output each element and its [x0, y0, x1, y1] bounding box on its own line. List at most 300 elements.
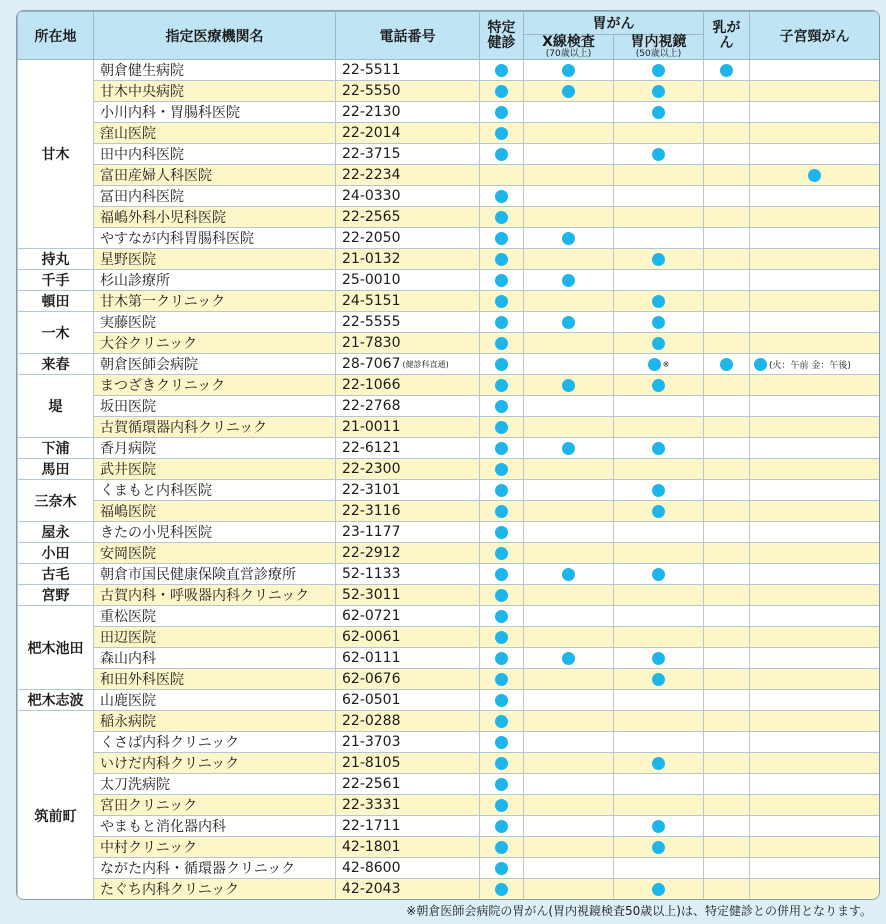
phone-number: 22-5511 [342, 62, 401, 78]
location-cell: 宮野 [18, 585, 94, 606]
cervical-cell [750, 333, 880, 354]
phone-number: 22-3101 [342, 482, 401, 498]
checkup-cell [480, 879, 524, 900]
breast-cell [704, 165, 750, 186]
facility-name: 甘木第一クリニック [94, 291, 336, 312]
checkup-cell [480, 417, 524, 438]
cervical-cell [750, 795, 880, 816]
phone-cell [336, 270, 480, 291]
phone-number: 24-0330 [342, 188, 401, 204]
facility-name: くまもと内科医院 [94, 480, 336, 501]
available-dot-icon [652, 883, 665, 896]
phone-cell [336, 837, 480, 858]
phone-cell [336, 354, 480, 375]
phone-cell [336, 102, 480, 123]
clinic-table-panel [16, 10, 880, 900]
xray-cell [524, 753, 614, 774]
table-row [18, 690, 880, 711]
breast-cell [704, 774, 750, 795]
phone-cell [336, 207, 480, 228]
endoscopy-cell [614, 522, 704, 543]
table-row [18, 186, 880, 207]
table-row [18, 375, 880, 396]
available-dot-icon [495, 400, 508, 413]
available-dot-icon [495, 736, 508, 749]
checkup-cell [480, 690, 524, 711]
cervical-cell [750, 417, 880, 438]
cervical-cell [750, 879, 880, 900]
xray-cell [524, 459, 614, 480]
header-endoscopy [614, 35, 704, 60]
table-row [18, 228, 880, 249]
facility-name: 宮田クリニック [94, 795, 336, 816]
available-dot-icon [495, 232, 508, 245]
phone-cell [336, 438, 480, 459]
available-dot-icon [652, 316, 665, 329]
phone-number: 22-3116 [342, 503, 401, 519]
phone-number: 22-2912 [342, 545, 401, 561]
available-dot-icon [495, 463, 508, 476]
available-dot-icon [495, 358, 508, 371]
table-row [18, 291, 880, 312]
endoscopy-cell [614, 690, 704, 711]
checkup-cell [480, 333, 524, 354]
checkup-cell [480, 438, 524, 459]
xray-cell [524, 669, 614, 690]
breast-cell [704, 207, 750, 228]
available-dot-icon [495, 211, 508, 224]
breast-cell [704, 669, 750, 690]
cervical-cell [750, 585, 880, 606]
endoscopy-cell [614, 606, 704, 627]
phone-cell [336, 816, 480, 837]
endoscopy-cell [614, 207, 704, 228]
breast-cell [704, 795, 750, 816]
available-dot-icon [562, 274, 575, 287]
breast-cell [704, 711, 750, 732]
footnote: ※朝倉医師会病院の胃がん(胃内視鏡検査50歳以上)は、特定健診との併用となります。 [406, 904, 872, 918]
xray-cell [524, 732, 614, 753]
table-row [18, 438, 880, 459]
phone-number: 21-0132 [342, 251, 401, 267]
breast-cell [704, 396, 750, 417]
checkup-cell [480, 900, 524, 901]
breast-cell [704, 648, 750, 669]
endoscopy-cell [614, 438, 704, 459]
phone-cell [336, 858, 480, 879]
endoscopy-cell [614, 144, 704, 165]
endoscopy-cell [614, 879, 704, 900]
header-facility: 指定医療機関名 [94, 12, 336, 60]
facility-name: 福嶋外科小児科医院 [94, 207, 336, 228]
endoscopy-cell [614, 900, 704, 901]
table-row [18, 711, 880, 732]
cervical-cell [750, 228, 880, 249]
available-dot-icon [652, 568, 665, 581]
cervical-cell [750, 522, 880, 543]
facility-name: やまもと消化器内科 [94, 816, 336, 837]
checkup-cell [480, 228, 524, 249]
endoscopy-cell [614, 795, 704, 816]
breast-cell [704, 816, 750, 837]
endoscopy-cell [614, 816, 704, 837]
checkup-cell [480, 669, 524, 690]
endoscopy-cell [614, 564, 704, 585]
phone-number: 22-1711 [342, 818, 401, 834]
facility-name: まつざきクリニック [94, 375, 336, 396]
available-dot-icon [495, 883, 508, 896]
xray-cell [524, 438, 614, 459]
available-dot-icon [652, 652, 665, 665]
cervical-cell [750, 837, 880, 858]
endoscopy-cell [614, 459, 704, 480]
cervical-cell [750, 144, 880, 165]
facility-name: 田中内科医院 [94, 144, 336, 165]
phone-number: 52-1133 [342, 566, 401, 582]
checkup-cell [480, 774, 524, 795]
breast-cell [704, 375, 750, 396]
xray-cell [524, 396, 614, 417]
breast-cell [704, 837, 750, 858]
available-dot-icon [495, 148, 508, 161]
checkup-cell [480, 312, 524, 333]
available-dot-icon [495, 526, 508, 539]
xray-cell [524, 312, 614, 333]
xray-cell [524, 606, 614, 627]
phone-cell [336, 291, 480, 312]
table-row [18, 207, 880, 228]
available-dot-icon [495, 484, 508, 497]
phone-number: 62-0501 [342, 692, 401, 708]
location-cell: 甘木 [18, 60, 94, 249]
breast-cell [704, 879, 750, 900]
table-row [18, 816, 880, 837]
xray-cell [524, 795, 614, 816]
phone-number: 22-2565 [342, 209, 401, 225]
phone-number: 21-8105 [342, 755, 401, 771]
facility-name: 田辺医院 [94, 627, 336, 648]
available-dot-icon [648, 358, 661, 371]
available-dot-icon [652, 106, 665, 119]
breast-cell [704, 690, 750, 711]
phone-number: 22-2014 [342, 125, 401, 141]
xray-cell [524, 165, 614, 186]
checkup-cell [480, 711, 524, 732]
available-dot-icon [562, 379, 575, 392]
available-dot-icon [495, 442, 508, 455]
phone-number: 22-2234 [342, 167, 401, 183]
cervical-cell [750, 459, 880, 480]
phone-cell [336, 60, 480, 81]
xray-cell [524, 837, 614, 858]
table-row [18, 354, 880, 375]
available-dot-icon [652, 337, 665, 350]
location-cell: 小田 [18, 543, 94, 564]
checkup-cell [480, 354, 524, 375]
header-location: 所在地 [18, 12, 94, 60]
xray-cell [524, 354, 614, 375]
checkup-cell [480, 144, 524, 165]
location-cell: 馬田 [18, 459, 94, 480]
breast-cell [704, 228, 750, 249]
checkup-cell [480, 123, 524, 144]
available-dot-icon [652, 442, 665, 455]
breast-cell [704, 459, 750, 480]
available-dot-icon [495, 274, 508, 287]
available-dot-icon [495, 694, 508, 707]
xray-cell [524, 375, 614, 396]
phone-number: 25-0010 [342, 272, 401, 288]
header-checkup [480, 12, 524, 60]
table-row [18, 144, 880, 165]
designated-clinic-table [17, 11, 880, 900]
checkup-cell [480, 207, 524, 228]
available-dot-icon [495, 64, 508, 77]
available-dot-icon [652, 85, 665, 98]
checkup-cell [480, 102, 524, 123]
cervical-cell [750, 711, 880, 732]
cervical-cell [750, 732, 880, 753]
table-row [18, 795, 880, 816]
phone-note: (健診科直通) [402, 359, 449, 369]
header-xray-label: X線検査 [542, 34, 595, 50]
available-dot-icon [562, 568, 575, 581]
endoscopy-cell [614, 627, 704, 648]
facility-name: 窪山医院 [94, 123, 336, 144]
header-endo-age: (50歳以上) [635, 49, 682, 59]
table-row [18, 123, 880, 144]
checkup-cell [480, 396, 524, 417]
endoscopy-cell [614, 165, 704, 186]
available-dot-icon [495, 253, 508, 266]
checkup-cell [480, 858, 524, 879]
phone-cell [336, 459, 480, 480]
available-dot-icon [562, 652, 575, 665]
breast-cell [704, 585, 750, 606]
available-dot-icon [495, 316, 508, 329]
endoscopy-cell [614, 60, 704, 81]
checkup-cell [480, 375, 524, 396]
phone-number: 22-2561 [342, 776, 401, 792]
breast-cell [704, 522, 750, 543]
phone-cell [336, 732, 480, 753]
breast-cell [704, 480, 750, 501]
phone-cell [336, 627, 480, 648]
phone-cell [336, 690, 480, 711]
breast-cell [704, 753, 750, 774]
checkup-cell [480, 165, 524, 186]
available-dot-icon [652, 253, 665, 266]
cervical-cell [750, 312, 880, 333]
phone-cell [336, 396, 480, 417]
endoscopy-cell [614, 354, 704, 375]
phone-cell [336, 711, 480, 732]
table-row [18, 270, 880, 291]
xray-cell [524, 648, 614, 669]
xray-cell [524, 270, 614, 291]
endoscopy-cell [614, 270, 704, 291]
endoscopy-note: ※ [662, 359, 670, 369]
endoscopy-cell [614, 81, 704, 102]
facility-name: きたの小児科医院 [94, 522, 336, 543]
xray-cell [524, 144, 614, 165]
phone-cell [336, 312, 480, 333]
location-cell: 頓田 [18, 291, 94, 312]
cervical-cell [750, 543, 880, 564]
xray-cell [524, 858, 614, 879]
header-xray [524, 35, 614, 60]
checkup-cell [480, 270, 524, 291]
cervical-cell [750, 81, 880, 102]
table-row [18, 81, 880, 102]
checkup-cell [480, 753, 524, 774]
table-row [18, 606, 880, 627]
phone-cell [336, 375, 480, 396]
facility-name: 杉山診療所 [94, 270, 336, 291]
cervical-cell [750, 900, 880, 901]
facility-name: 富田産婦人科医院 [94, 165, 336, 186]
phone-number: 62-0721 [342, 608, 401, 624]
endoscopy-cell [614, 774, 704, 795]
table-row [18, 753, 880, 774]
phone-cell [336, 543, 480, 564]
available-dot-icon [495, 799, 508, 812]
cervical-cell [750, 606, 880, 627]
breast-cell [704, 291, 750, 312]
facility-name: 朝倉市国民健康保険直営診療所 [94, 564, 336, 585]
xray-cell [524, 186, 614, 207]
table-row [18, 648, 880, 669]
endoscopy-cell [614, 858, 704, 879]
available-dot-icon [495, 379, 508, 392]
phone-cell [336, 144, 480, 165]
facility-name: 和田外科医院 [94, 669, 336, 690]
xray-cell [524, 774, 614, 795]
facility-name: 冨田内科医院 [94, 186, 336, 207]
checkup-cell [480, 81, 524, 102]
phone-cell [336, 522, 480, 543]
xray-cell [524, 543, 614, 564]
endoscopy-cell [614, 585, 704, 606]
breast-cell [704, 249, 750, 270]
xray-cell [524, 585, 614, 606]
facility-name: たぐち内科クリニック [94, 879, 336, 900]
available-dot-icon [495, 589, 508, 602]
breast-cell [704, 81, 750, 102]
phone-cell [336, 585, 480, 606]
phone-number: 21-7830 [342, 335, 401, 351]
available-dot-icon [495, 421, 508, 434]
phone-cell [336, 81, 480, 102]
cervical-cell [750, 669, 880, 690]
phone-cell [336, 480, 480, 501]
available-dot-icon [652, 64, 665, 77]
cervical-cell [750, 564, 880, 585]
cervical-cell [750, 249, 880, 270]
xray-cell [524, 102, 614, 123]
phone-number: 28-7067 [342, 356, 401, 372]
table-row [18, 60, 880, 81]
checkup-cell [480, 627, 524, 648]
endoscopy-cell [614, 186, 704, 207]
phone-cell [336, 186, 480, 207]
checkup-cell [480, 249, 524, 270]
table-row [18, 459, 880, 480]
available-dot-icon [495, 106, 508, 119]
table-row [18, 417, 880, 438]
cervical-cell [750, 60, 880, 81]
phone-cell [336, 669, 480, 690]
table-row [18, 585, 880, 606]
facility-name: 古賀循環器内科クリニック [94, 417, 336, 438]
facility-name: くさば内科クリニック [94, 732, 336, 753]
endoscopy-cell [614, 501, 704, 522]
phone-cell [336, 606, 480, 627]
available-dot-icon [495, 862, 508, 875]
facility-name: 大谷クリニック [94, 333, 336, 354]
phone-number: 22-2050 [342, 230, 401, 246]
breast-cell [704, 354, 750, 375]
facility-name: 森山内科 [94, 648, 336, 669]
phone-cell [336, 333, 480, 354]
endoscopy-cell [614, 732, 704, 753]
breast-cell [704, 900, 750, 901]
endoscopy-cell [614, 333, 704, 354]
facility-name: 安岡医院 [94, 543, 336, 564]
cervical-cell [750, 354, 880, 375]
clinic-rows [18, 60, 880, 901]
breast-cell [704, 270, 750, 291]
available-dot-icon [562, 64, 575, 77]
endoscopy-cell [614, 228, 704, 249]
facility-name: やすなが内科胃腸科医院 [94, 228, 336, 249]
table-row [18, 774, 880, 795]
phone-number: 42-1801 [342, 839, 401, 855]
checkup-cell [480, 291, 524, 312]
phone-number: 22-5550 [342, 83, 401, 99]
cervical-cell [750, 165, 880, 186]
available-dot-icon [495, 841, 508, 854]
location-cell: 堤 [18, 375, 94, 438]
breast-cell [704, 312, 750, 333]
cervical-cell [750, 291, 880, 312]
location-cell: 杷木志波 [18, 690, 94, 711]
endoscopy-cell [614, 249, 704, 270]
table-row [18, 732, 880, 753]
cervical-cell [750, 270, 880, 291]
cervical-cell [750, 690, 880, 711]
available-dot-icon [652, 484, 665, 497]
facility-name: 太刀洗病院 [94, 774, 336, 795]
breast-cell [704, 732, 750, 753]
available-dot-icon [495, 778, 508, 791]
phone-cell [336, 249, 480, 270]
phone-number: 24-5151 [342, 293, 401, 309]
xray-cell [524, 333, 614, 354]
available-dot-icon [495, 85, 508, 98]
endoscopy-cell [614, 417, 704, 438]
available-dot-icon [754, 358, 767, 371]
available-dot-icon [495, 757, 508, 770]
breast-cell [704, 564, 750, 585]
endoscopy-cell [614, 396, 704, 417]
header-xray-age: (70歳以上) [545, 49, 592, 59]
table-row [18, 627, 880, 648]
checkup-cell [480, 501, 524, 522]
available-dot-icon [495, 190, 508, 203]
cervical-cell [750, 501, 880, 522]
available-dot-icon [495, 820, 508, 833]
